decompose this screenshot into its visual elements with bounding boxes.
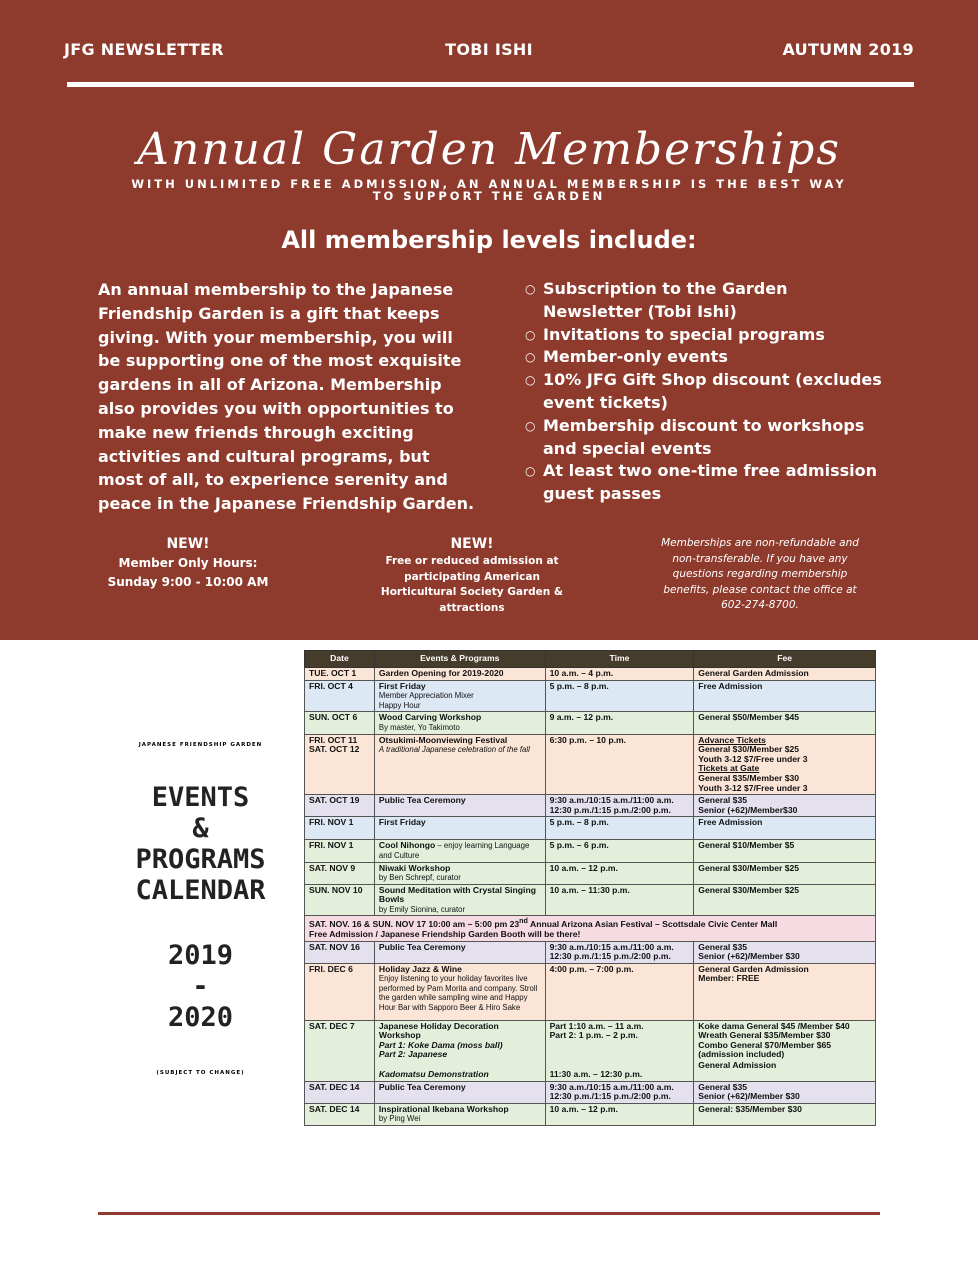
member-hours-note: NEW! Member Only Hours: Sunday 9:00 - 10:00 AM	[98, 534, 278, 592]
circle-bullet-icon: ○	[525, 327, 536, 342]
column-header: Events & Programs	[374, 651, 545, 668]
list-item: ○ Member-only events	[525, 346, 885, 369]
side-label: JAPANESE FRIENDSHIP GARDEN	[138, 742, 263, 748]
table-row: SAT. DEC 7 Japanese Holiday Decoration Workshop Part 1: Koke Dama (moss ball) Part 2: Japanese Kadomatsu Demonstration Part 1:10 a.m. – 11 a.m. Part 2: 1 p.m. – 2 p.m. 11:30 a.m. – 12:30 p.m. Koke dama General $45 /Member $40 Wreath General $35/Member $30 Combo General $70/Member $65 (admission included) General Admission	[305, 1020, 876, 1081]
table-row: SUN. OCT 6 Wood Carving Workshop By master, Yo Takimoto 9 a.m. – 12 p.m. General $50/Member $45	[305, 712, 876, 734]
circle-bullet-icon: ○	[525, 282, 536, 296]
table-row: SAT. NOV 9 Niwaki Workshop by Ben Schrepf, curator 10 a.m. – 12 p.m. General $30/Member $25	[305, 862, 876, 884]
circle-bullet-icon: ○	[525, 464, 536, 479]
page-title: Annual Garden Memberships	[137, 124, 841, 175]
table-row: FRI. DEC 6 Holiday Jazz & Wine Enjoy listening to your holiday favorites live performed by Pam Morita and company. Stroll the garden while sampling wine and Happy Hour Bar with Sapporo Beer & Hiro Sake 4:00 p.m. – 7:00 p.m. General Garden Admission Member: FREE	[305, 963, 876, 1020]
table-row: SAT. NOV. 16 & SUN. NOV 17 10:00 am – 5:00 pm 23nd Annual Arizona Asian Festival – Scottsdale Civic Center Mall Free Admission / Japanese Friendship Garden Booth will be there!	[305, 916, 876, 941]
new-badge: NEW!	[450, 536, 494, 552]
refund-note: Memberships are non-refundable and non-transferable. If you have any questions regarding membership benefits, please contact the office at 602-274-8700.	[661, 537, 859, 611]
calendar-title: EVENTS & PROGRAMS CALENDAR	[135, 782, 266, 906]
calendar-years: 2019 - 2020	[167, 940, 234, 1033]
levels-heading: All membership levels include:	[281, 226, 697, 254]
list-item: ○ Subscription to the Garden Newsletter (Tobi Ishi)	[525, 279, 788, 321]
header-divider	[67, 82, 914, 87]
table-row: FRI. NOV 1 Cool Nihongo – enjoy learning Language and Culture 5 p.m. – 6 p.m. General $10/Member $5	[305, 840, 876, 862]
table-row: SAT. NOV 16 Public Tea Ceremony 9:30 a.m./10:15 a.m./11:00 a.m. 12:30 p.m./1:15 p.m./2:00 p.m. General $35 Senior (+62)/Member $30	[305, 941, 876, 963]
footer-divider	[98, 1212, 880, 1215]
list-item: ○ At least two one-time free admission guest passes	[525, 461, 878, 504]
newsletter-name: JFG NEWSLETTER	[64, 40, 224, 59]
list-item: ○ Invitations to special programs	[525, 324, 885, 347]
circle-bullet-icon: ○	[525, 418, 536, 433]
circle-bullet-icon: ○	[525, 350, 536, 365]
membership-intro: An annual membership to the Japanese Friendship Garden is a gift that keeps giving. With your membership, you will be supporting one of the most exquisite gardens in all of Arizona. Membership also provides you with opportunities to make new friends through exciting activities and cultural programs, but most of all, to experience serenity and peace in the Japanese Friendship Garden.	[98, 280, 475, 514]
table-row: TUE. OCT 1 Garden Opening for 2019-2020 10 a.m. – 4 p.m. General Garden Admission	[305, 668, 876, 681]
benefits-list	[525, 278, 885, 506]
column-header: Fee	[694, 651, 876, 668]
list-item: ○ Membership discount to workshops and special events	[525, 415, 865, 458]
table-row: SAT. OCT 19 Public Tea Ceremony 9:30 a.m./10:15 a.m./11:00 a.m. 12:30 p.m./1:15 p.m./2:00 p.m. General $35 Senior (+62)/Member$30	[305, 795, 876, 817]
circle-bullet-icon: ○	[525, 373, 536, 388]
table-row: FRI. NOV 1 First Friday 5 p.m. – 8 p.m. Free Admission	[305, 817, 876, 840]
subject-to-change: (SUBJECT TO CHANGE)	[156, 1070, 245, 1076]
table-header-row	[305, 651, 876, 668]
events-calendar-table	[304, 650, 876, 1126]
table-row: FRI. OCT 11 SAT. OCT 12 Otsukimi-Moonviewing Festival A traditional Japanese celebration of the fall 6:30 p.m. – 10 p.m. Advance Tickets General $30/Member $25 Youth 3-12 $7/Free under 3 Tickets at Gate General $35/Member $30 Youth 3-12 $7/Free under 3	[305, 734, 876, 795]
column-header: Date	[305, 651, 375, 668]
column-header: Time	[545, 651, 694, 668]
page-subtitle: WITH UNLIMITED FREE ADMISSION, AN ANNUAL MEMBERSHIP IS THE BEST WAY TO SUPPORT THE GARDEN	[131, 177, 847, 203]
new-badge: NEW!	[166, 536, 210, 552]
table-row: SUN. NOV 10 Sound Meditation with Crystal Singing Bowls by Emily Sionina, curator 10 a.m. – 11:30 p.m. General $30/Member $25	[305, 884, 876, 916]
list-item: ○ 10% JFG Gift Shop discount (excludes event tickets)	[525, 370, 882, 412]
table-row: SAT. DEC 14 Public Tea Ceremony 9:30 a.m./10:15 a.m./11:00 a.m. 12:30 p.m./1:15 p.m./2:00 p.m. General $35 Senior (+62)/Member $30	[305, 1081, 876, 1103]
table-row: SAT. DEC 14 Inspirational Ikebana Workshop by Ping Wei 10 a.m. – 12 p.m. General: $35/Member $30	[305, 1103, 876, 1125]
newsletter-issue: AUTUMN 2019	[782, 40, 914, 59]
table-row: FRI. OCT 4 First Friday Member Appreciation Mixer Happy Hour 5 p.m. – 8 p.m. Free Admission	[305, 680, 876, 712]
newsletter-title: TOBI ISHI	[445, 40, 533, 59]
ahs-note: NEW! Free or reduced admission at participating American Horticultural Society Garden & attractions	[372, 534, 572, 616]
